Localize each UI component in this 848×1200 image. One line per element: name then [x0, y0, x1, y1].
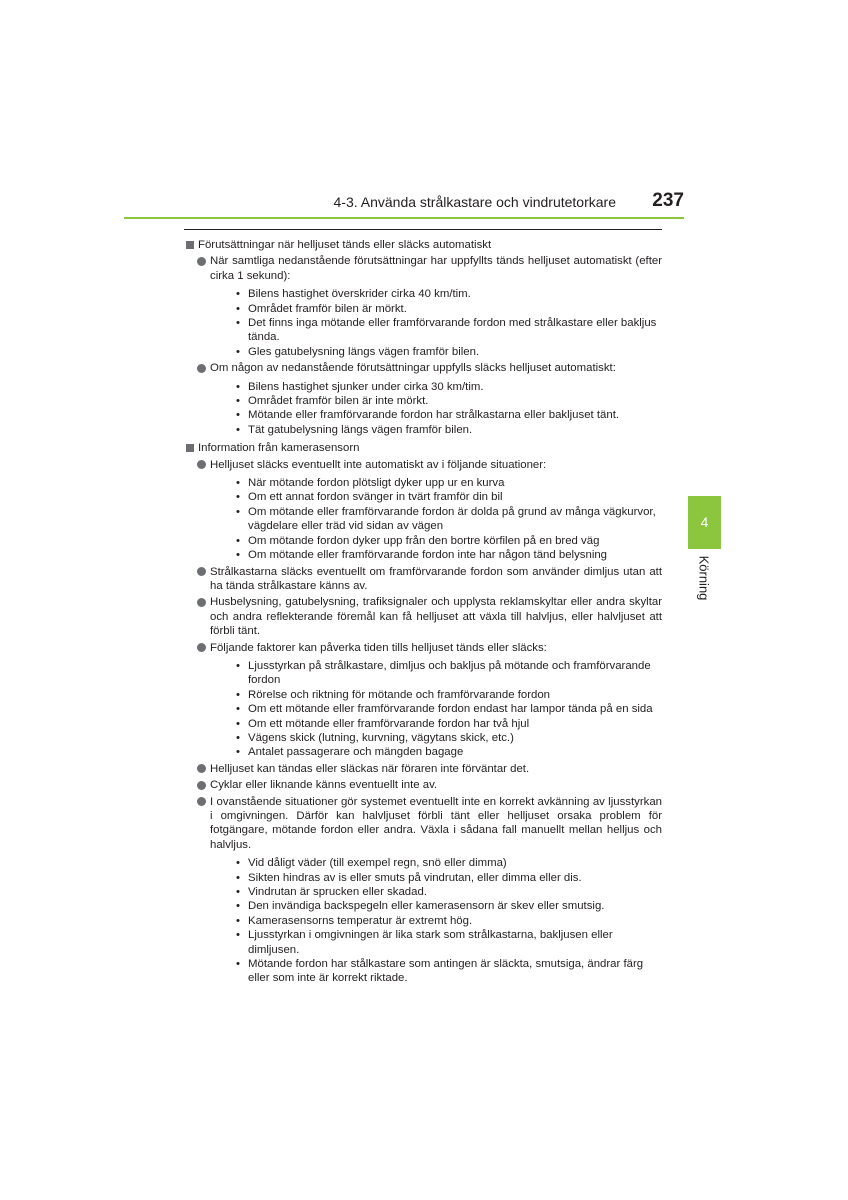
- small-bullet-icon: •: [236, 914, 240, 927]
- small-bullet-icon: •: [236, 317, 240, 330]
- small-bullet-icon: •: [236, 857, 240, 870]
- sub-list-item-text: Bilens hastighet överskrider cirka 40 km/tim.: [248, 288, 471, 301]
- sub-list: [210, 380, 662, 438]
- small-bullet-icon: •: [236, 659, 240, 672]
- chapter-tab: [688, 496, 721, 549]
- small-bullet-icon: •: [236, 534, 240, 547]
- list-item-text: Helljuset släcks eventuellt inte automatiskt av i följande situationer:: [210, 458, 547, 471]
- small-bullet-icon: •: [236, 746, 240, 759]
- section-heading-text: Information från kamerasensorn: [198, 442, 360, 455]
- circle-bullet-icon: [197, 567, 206, 576]
- sub-list-item: [210, 380, 662, 394]
- sub-list-item: [210, 745, 662, 759]
- list-item: [184, 565, 662, 594]
- sub-list-item: [210, 885, 662, 899]
- sub-list-item-text: Kamerasensorns temperatur är extremt hög.: [248, 914, 473, 927]
- sub-list-item: [210, 871, 662, 885]
- content-section: [184, 238, 662, 437]
- page-number: 237: [652, 190, 684, 211]
- list-item: [184, 778, 662, 792]
- circle-bullet-icon: [197, 598, 206, 607]
- small-bullet-icon: •: [236, 731, 240, 744]
- sub-list-item-text: Sikten hindras av is eller smuts på vindrutan, eller dimma eller dis.: [248, 871, 582, 884]
- sub-list-item: [210, 534, 662, 548]
- sub-list-item-text: Området framför bilen är mörkt.: [248, 302, 407, 315]
- sub-list-item-text: Vindrutan är sprucken eller skadad.: [248, 886, 427, 899]
- sub-list: [210, 659, 662, 760]
- sub-list-item: [210, 476, 662, 490]
- sub-list-item: [210, 505, 662, 534]
- sub-list-item-text: Det finns inga mötande eller framförvarande fordon med strålkastare eller bakljus tända.: [248, 317, 657, 344]
- sub-list-item-text: Antalet passagerare och mängden bagage: [248, 746, 464, 759]
- sub-list-item-text: Den invändiga backspegeln eller kamerasensorn är skev eller smutsig.: [248, 900, 605, 913]
- sub-list-item: [210, 490, 662, 504]
- list-item-text: Strålkastarna släcks eventuellt om framförvarande fordon som använder dimljus utan att ha tända strålkastare känns av.: [210, 565, 662, 592]
- small-bullet-icon: •: [236, 549, 240, 562]
- sub-list-item-text: Mötande eller framförvarande fordon har strålkastarna eller bakljuset tänt.: [248, 409, 620, 422]
- sub-list-item-text: Om ett annat fordon svänger in tvärt framför din bil: [248, 491, 503, 504]
- list-item-text: Husbelysning, gatubelysning, trafiksignaler och upplysta reklamskyltar eller andra skyltar och andra reflekterande föremål kan få helljuset att växla till halvljus, eller halvljuset att förbli tänt.: [210, 596, 662, 638]
- sub-list-item-text: Om mötande eller framförvarande fordon inte har någon tänd belysning: [248, 549, 608, 562]
- chapter-title: 4-3. Använda strålkastare och vindrutetorkare: [333, 194, 616, 210]
- sub-list-item-text: När mötande fordon plötsligt dyker upp ur en kurva: [248, 477, 505, 490]
- list-item: [184, 361, 662, 437]
- sub-list-item: [210, 302, 662, 316]
- sub-list-item: [210, 316, 662, 345]
- sub-list-item: [210, 717, 662, 731]
- sub-list-item-text: Området framför bilen är inte mörkt.: [248, 395, 429, 408]
- list-item: [184, 762, 662, 776]
- list-item: [184, 795, 662, 986]
- sub-list-item-text: Om ett mötande eller framförvarande fordon har två hjul: [248, 717, 530, 730]
- sub-list-item: [210, 702, 662, 716]
- sub-list-item: [210, 731, 662, 745]
- sub-list-item: [210, 899, 662, 913]
- list-item-text: När samtliga nedanstående förutsättningar har uppfyllts tänds helljuset automatiskt (efter cirka 1 sekund):: [210, 255, 662, 282]
- circle-bullet-icon: [197, 643, 206, 652]
- small-bullet-icon: •: [236, 395, 240, 408]
- circle-bullet-icon: [197, 364, 206, 373]
- small-bullet-icon: •: [236, 288, 240, 301]
- list-item: [184, 641, 662, 760]
- circle-bullet-icon: [197, 781, 206, 790]
- sub-list-item: [210, 856, 662, 870]
- sub-list-item: [210, 345, 662, 359]
- small-bullet-icon: •: [236, 423, 240, 436]
- sub-list-item-text: Om mötande eller framförvarande fordon är dolda på grund av många vägkurvor, vägdelare eller träd vid sidan av vägen: [248, 505, 656, 533]
- small-bullet-icon: •: [236, 409, 240, 422]
- sub-list-item-text: Ljusstyrkan i omgivningen är lika stark som strålkastarna, bakljusen eller dimljusen.: [248, 929, 613, 956]
- sub-list-item-text: Vägens skick (lutning, kurvning, vägytans skick, etc.): [248, 731, 514, 744]
- list-item-text: Cyklar eller liknande känns eventuellt inte av.: [210, 779, 438, 792]
- sub-list-item: [210, 688, 662, 702]
- page-content: [184, 238, 662, 988]
- small-bullet-icon: •: [236, 886, 240, 899]
- sub-list-item: [210, 914, 662, 928]
- chapter-tab-number: 4: [700, 514, 709, 530]
- sub-list-item-text: Mötande fordon har stålkastare som antingen är släckta, smutsiga, ändrar färg eller som inte är korrekt riktade.: [248, 958, 644, 985]
- sub-list: [210, 476, 662, 562]
- list-item-text: Helljuset kan tändas eller släckas när föraren inte förväntar det.: [210, 762, 530, 775]
- content-section: [184, 441, 662, 986]
- sub-list-item-text: Ljusstyrkan på strålkastare, dimljus och bakljus på mötande och framförvarande fordon: [248, 659, 651, 687]
- list-item: [184, 458, 662, 563]
- small-bullet-icon: •: [236, 688, 240, 701]
- sub-list-item-text: Om ett mötande eller framförvarande fordon endast har lampor tända på en sida: [248, 703, 653, 716]
- circle-bullet-icon: [197, 460, 206, 469]
- small-bullet-icon: •: [236, 505, 240, 518]
- section-rule: [184, 229, 662, 230]
- list-item-text: Följande faktorer kan påverka tiden tills helljuset tänds eller släcks:: [210, 641, 547, 654]
- sub-list: [210, 856, 662, 986]
- square-bullet-icon: [186, 241, 194, 249]
- sub-list-item: [210, 287, 662, 301]
- small-bullet-icon: •: [236, 900, 240, 913]
- small-bullet-icon: •: [236, 491, 240, 504]
- sub-list-item: [210, 423, 662, 437]
- sub-list-item: [210, 928, 662, 957]
- sub-list-item-text: Vid dåligt väder (till exempel regn, snö eller dimma): [248, 857, 507, 870]
- sub-list: [210, 287, 662, 359]
- sub-list-item-text: Bilens hastighet sjunker under cirka 30 km/tim.: [248, 380, 484, 393]
- list-item-text: I ovanstående situationer gör systemet eventuellt inte en korrekt avkänning av ljusstyrkan i omgivningen. Därför kan halvljuset förbli tänt eller helljuset orsaka problem för fotgängare, mötande fordon eller andra. Växla i sådana fall manuellt mellan helljus och halvljus.: [210, 795, 662, 851]
- circle-bullet-icon: [197, 797, 206, 806]
- circle-bullet-icon: [197, 764, 206, 773]
- small-bullet-icon: •: [236, 871, 240, 884]
- section-heading-text: Förutsättningar när helljuset tänds eller släcks automatiskt: [198, 239, 492, 251]
- header-rule: [124, 217, 684, 219]
- sub-list-item-text: Gles gatubelysning längs vägen framför bilen.: [248, 345, 480, 358]
- list-item-text: Om någon av nedanstående förutsättningar uppfylls släcks helljuset automatiskt:: [210, 362, 616, 375]
- small-bullet-icon: •: [236, 717, 240, 730]
- small-bullet-icon: •: [236, 958, 240, 971]
- list-item: [184, 254, 662, 359]
- list-item: [184, 595, 662, 638]
- sub-list-item-text: Om mötande fordon dyker upp från den bortre körfilen på en bred väg: [248, 534, 600, 547]
- sub-list-item: [210, 659, 662, 688]
- square-bullet-icon: [186, 444, 194, 452]
- small-bullet-icon: •: [236, 302, 240, 315]
- small-bullet-icon: •: [236, 929, 240, 942]
- page-header: [124, 190, 684, 220]
- small-bullet-icon: •: [236, 477, 240, 490]
- sub-list-item-text: Tät gatubelysning längs vägen framför bilen.: [248, 423, 473, 436]
- chapter-tab-label: Körning: [696, 555, 712, 601]
- sub-list-item: [210, 548, 662, 562]
- small-bullet-icon: •: [236, 703, 240, 716]
- sub-list-item: [210, 408, 662, 422]
- sub-list-item: [210, 394, 662, 408]
- circle-bullet-icon: [197, 257, 206, 266]
- section-heading: [184, 441, 662, 455]
- sub-list-item-text: Rörelse och riktning för mötande och framförvarande fordon: [248, 688, 551, 701]
- small-bullet-icon: •: [236, 380, 240, 393]
- sub-list-item: [210, 957, 662, 986]
- section-heading: [184, 238, 662, 252]
- small-bullet-icon: •: [236, 345, 240, 358]
